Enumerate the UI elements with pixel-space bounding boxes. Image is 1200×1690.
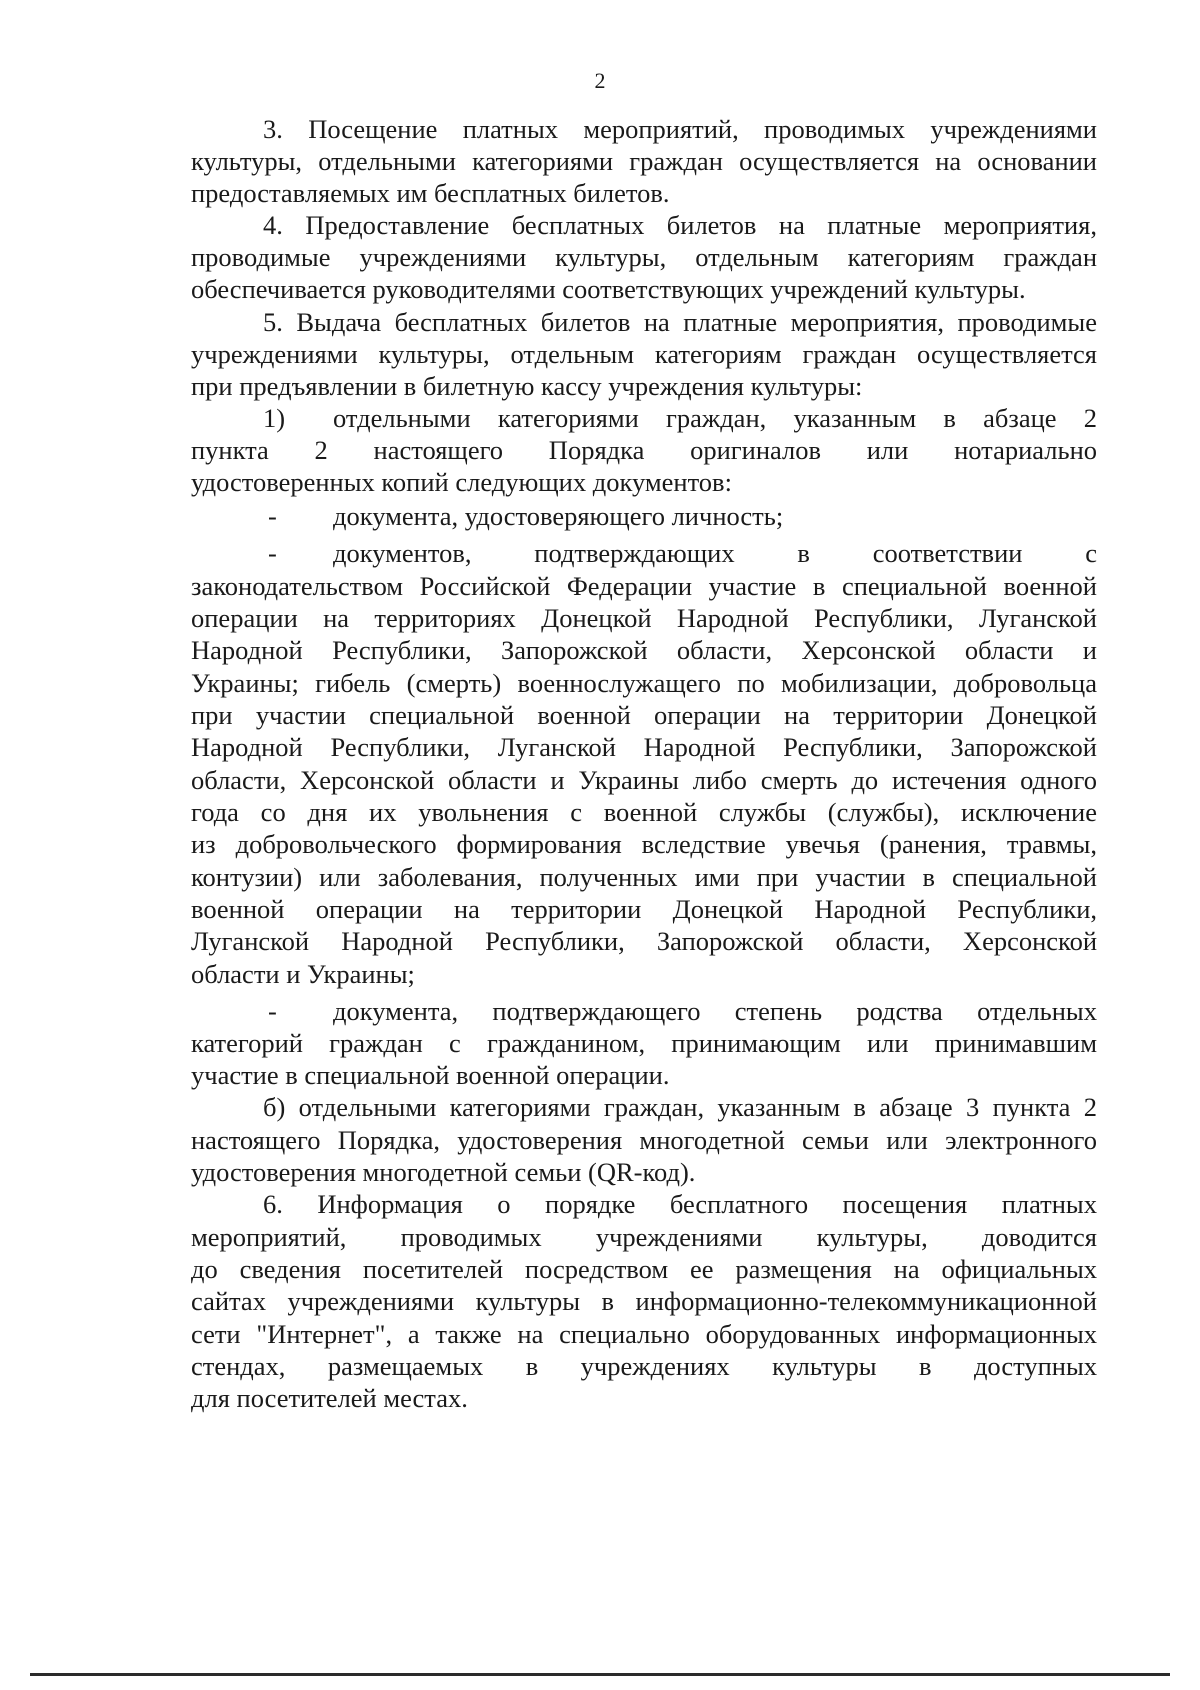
subitem-b-line: настоящего Порядка, удостоверения многодетной семьи или электронного <box>191 1125 1097 1155</box>
list-dash: - <box>268 996 277 1026</box>
paragraph-6-line: для посетителей местах. <box>191 1383 468 1413</box>
subitem-1-number: 1) <box>263 403 286 433</box>
dash-item-3-line: документа, подтверждающего степень родства отдельных <box>333 996 1097 1026</box>
subitem-b-line: б) отдельными категориями граждан, указанным в абзаце 3 пункта 2 <box>263 1092 1097 1122</box>
paragraph-5-line: учреждениями культуры, отдельным категориям граждан осуществляется <box>191 339 1097 369</box>
dash-item-2-line: года со дня их увольнения с военной службы (службы), исключение <box>191 797 1097 827</box>
paragraph-5-line: 5. Выдача бесплатных билетов на платные мероприятия, проводимые <box>263 307 1097 337</box>
dash-item-2-line: области и Украины; <box>191 959 415 989</box>
paragraph-6-line: стендах, размещаемых в учреждениях культуры в доступных <box>191 1351 1097 1381</box>
paragraph-4-line: обеспечивается руководителями соответствующих учреждений культуры. <box>191 274 1026 304</box>
subitem-1-line: отдельными категориями граждан, указанным в абзаце 2 <box>333 403 1097 433</box>
paragraph-6-line: сети "Интернет", а также на специально оборудованных информационных <box>191 1319 1097 1349</box>
dash-item-2-line: Украины; гибель (смерть) военнослужащего по мобилизации, добровольца <box>191 668 1097 698</box>
dash-item-2-line: при участии специальной военной операции на территории Донецкой <box>191 700 1097 730</box>
dash-item-2-line: военной операции на территории Донецкой Народной Республики, <box>191 894 1097 924</box>
dash-item-3-line: категорий граждан с гражданином, принимающим или принимавшим <box>191 1028 1097 1058</box>
dash-item-2-line: Народной Республики, Запорожской области, Херсонской области и <box>191 635 1097 665</box>
subitem-1-line: удостоверенных копий следующих документов: <box>191 467 732 497</box>
dash-item-2-line: контузии) или заболевания, полученных ими при участии в специальной <box>191 862 1097 892</box>
paragraph-6-line: до сведения посетителей посредством ее размещения на официальных <box>191 1254 1097 1284</box>
dash-item-2-line: документов, подтверждающих в соответствии с <box>333 538 1097 568</box>
paragraph-6-line: сайтах учреждениями культуры в информационно-телекоммуникационной <box>191 1286 1097 1316</box>
paragraph-3-line: культуры, отдельными категориями граждан осуществляется на основании <box>191 146 1097 176</box>
paragraph-4-line: 4. Предоставление бесплатных билетов на платные мероприятия, <box>263 210 1097 240</box>
paragraph-6-line: 6. Информация о порядке бесплатного посещения платных <box>263 1189 1097 1219</box>
dash-item-2-line: из добровольческого формирования вследствие увечья (ранения, травмы, <box>191 829 1097 859</box>
page-number: 2 <box>594 68 606 93</box>
dash-item-2-line: операции на территориях Донецкой Народной Республики, Луганской <box>191 603 1097 633</box>
dash-item-2-line: области, Херсонской области и Украины либо смерть до истечения одного <box>191 765 1097 795</box>
dash-item-2-line: Луганской Народной Республики, Запорожской области, Херсонской <box>191 926 1097 956</box>
paragraph-6-line: мероприятий, проводимых учреждениями культуры, доводится <box>191 1222 1097 1252</box>
list-dash: - <box>268 501 277 531</box>
page-bottom-rule <box>30 1673 1170 1676</box>
paragraph-3-line: 3. Посещение платных мероприятий, проводимых учреждениями <box>263 114 1097 144</box>
dash-item-3-line: участие в специальной военной операции. <box>191 1060 670 1090</box>
paragraph-4-line: проводимые учреждениями культуры, отдельным категориям граждан <box>191 242 1097 272</box>
subitem-b-line: удостоверения многодетной семьи (QR-код). <box>191 1157 696 1187</box>
dash-item-1: документа, удостоверяющего личность; <box>333 501 784 531</box>
subitem-1-line: пункта 2 настоящего Порядка оригиналов или нотариально <box>191 435 1097 465</box>
list-dash: - <box>268 538 277 568</box>
paragraph-5-line: при предъявлении в билетную кассу учреждения культуры: <box>191 371 863 401</box>
dash-item-2-line: Народной Республики, Луганской Народной Республики, Запорожской <box>191 732 1097 762</box>
paragraph-3-line: предоставляемых им бесплатных билетов. <box>191 178 670 208</box>
dash-item-2-line: законодательством Российской Федерации участие в специальной военной <box>191 571 1097 601</box>
